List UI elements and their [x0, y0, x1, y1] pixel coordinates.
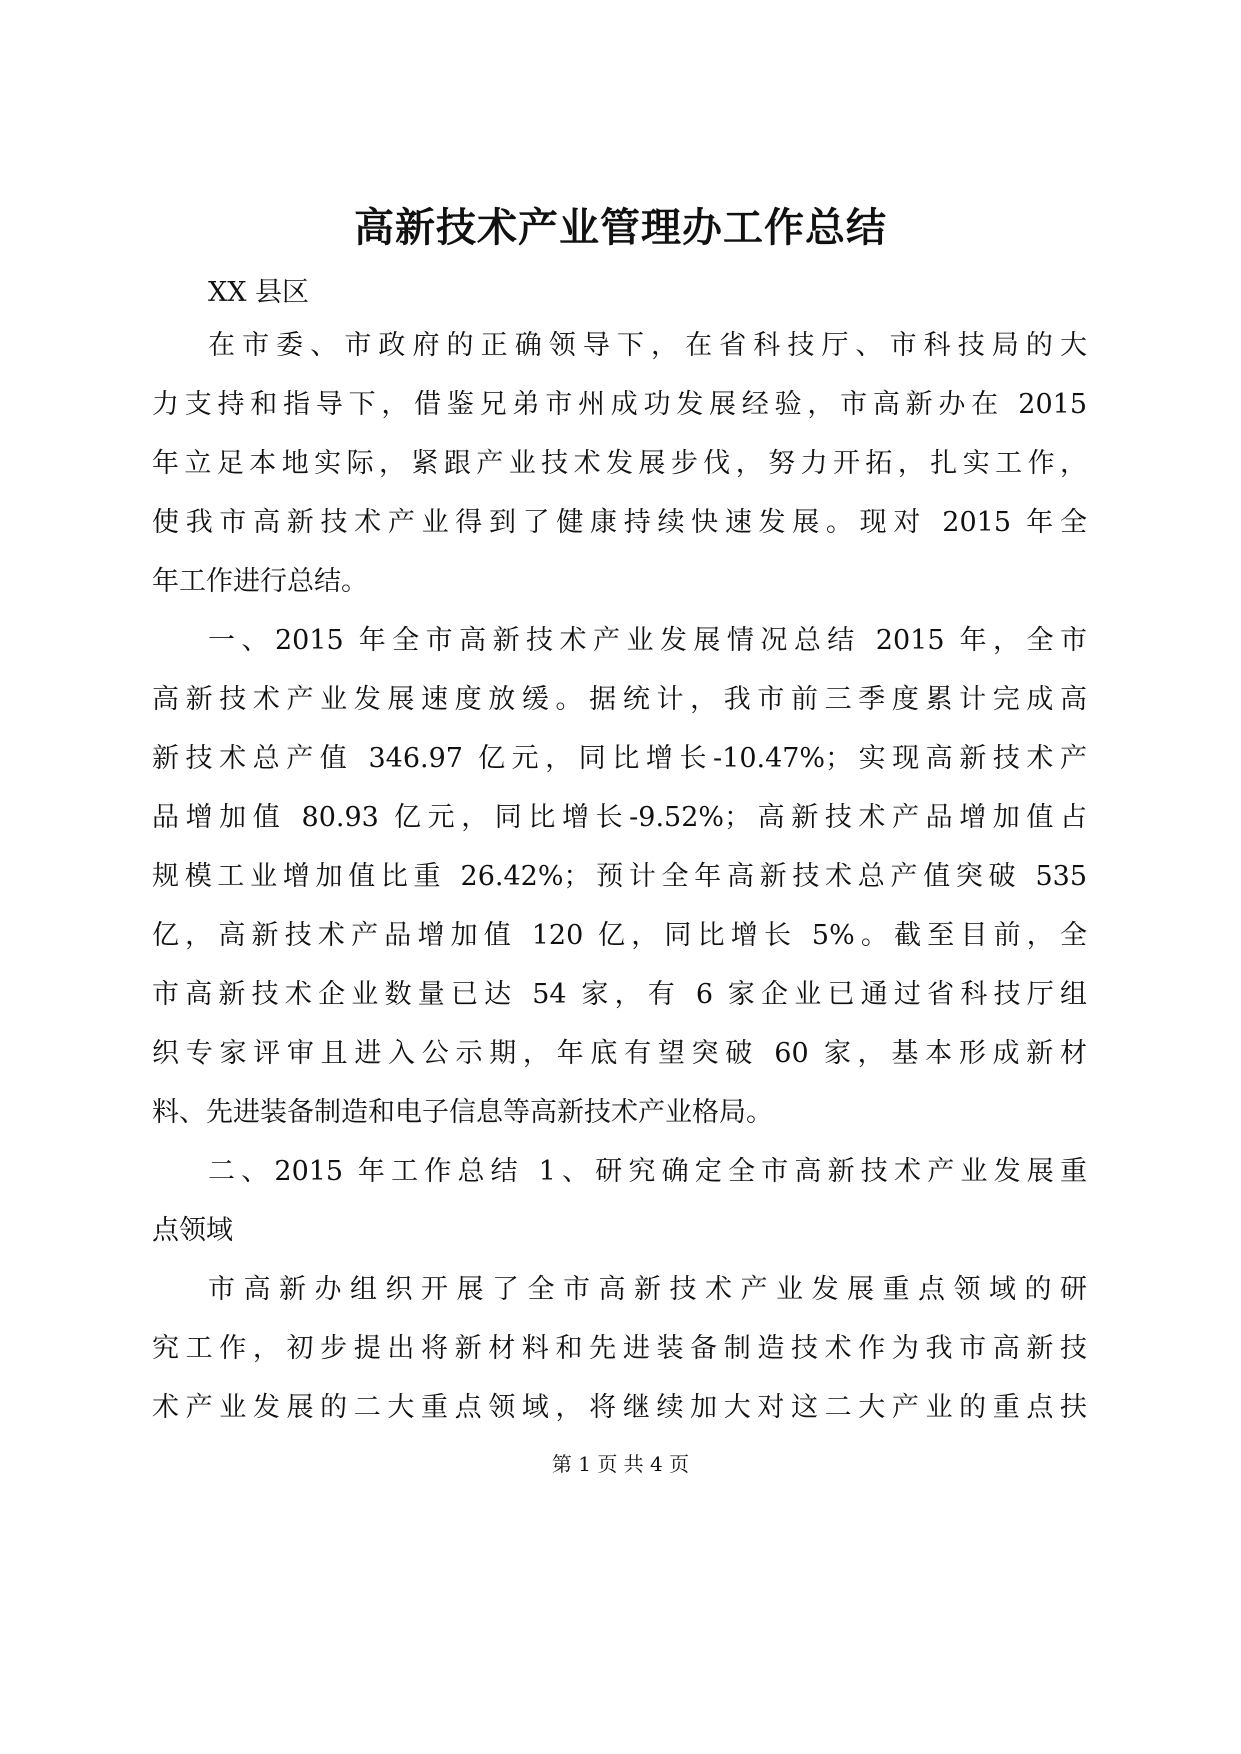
paragraph	[152, 623, 1087, 1154]
text-line: 点领域	[152, 1215, 233, 1246]
text-line: 力支持和指导下，借鉴兄弟市州成功发展经验，市高新办在 2015	[152, 389, 1087, 420]
document-title: 高新技术产业管理办工作总结	[354, 204, 887, 251]
paragraph	[152, 328, 1087, 623]
text-line: 亿，高新技术产品增加值 120 亿，同比增长 5%。截至目前，全	[152, 920, 1087, 951]
paragraph	[152, 1272, 1087, 1449]
text-line: 究工作，初步提出将新材料和先进装备制造技术作为我市高新技	[152, 1333, 1087, 1364]
text-line: 年工作进行总结。	[152, 566, 368, 597]
text-line: 一、2015 年全市高新技术产业发展情况总结 2015 年，全市	[208, 625, 1087, 656]
text-line: 料、先进装备制造和电子信息等高新技术产业格局。	[152, 1097, 773, 1128]
text-line: 织专家评审且进入公示期，年底有望突破 60 家，基本形成新材	[152, 1038, 1087, 1069]
text-line: 高新技术产业发展速度放缓。据统计，我市前三季度累计完成高	[152, 684, 1087, 715]
paragraph	[152, 1154, 1087, 1272]
text-line: 使我市高新技术产业得到了健康持续快速发展。现对 2015 年全	[152, 507, 1087, 538]
text-line: 品增加值 80.93 亿元，同比增长-9.52%；高新技术产品增加值占	[152, 802, 1087, 833]
text-line: 市高新技术企业数量已达 54 家，有 6 家企业已通过省科技厅组	[152, 979, 1087, 1010]
text-line: 术产业发展的二大重点领域，将继续加大对这二大产业的重点扶	[152, 1392, 1087, 1423]
text-line: 规模工业增加值比重 26.42%；预计全年高新技术总产值突破 535	[152, 861, 1087, 892]
text-line: 年立足本地实际，紧跟产业技术发展步伐，努力开拓，扎实工作，	[152, 448, 1087, 479]
text-line: 新技术总产值 346.97 亿元，同比增长-10.47%；实现高新技术产	[152, 743, 1087, 774]
text-line: 在市委、市政府的正确领导下，在省科技厅、市科技局的大	[208, 330, 1087, 361]
page-footer: 第 1 页 共 4 页	[551, 1452, 690, 1476]
text-line: 市高新办组织开展了全市高新技术产业发展重点领域的研	[208, 1274, 1087, 1305]
text-line: 二、2015 年工作总结 1、研究确定全市高新技术产业发展重	[208, 1156, 1087, 1187]
document-body	[152, 328, 1087, 1449]
author-line: XX 县区	[208, 277, 310, 308]
